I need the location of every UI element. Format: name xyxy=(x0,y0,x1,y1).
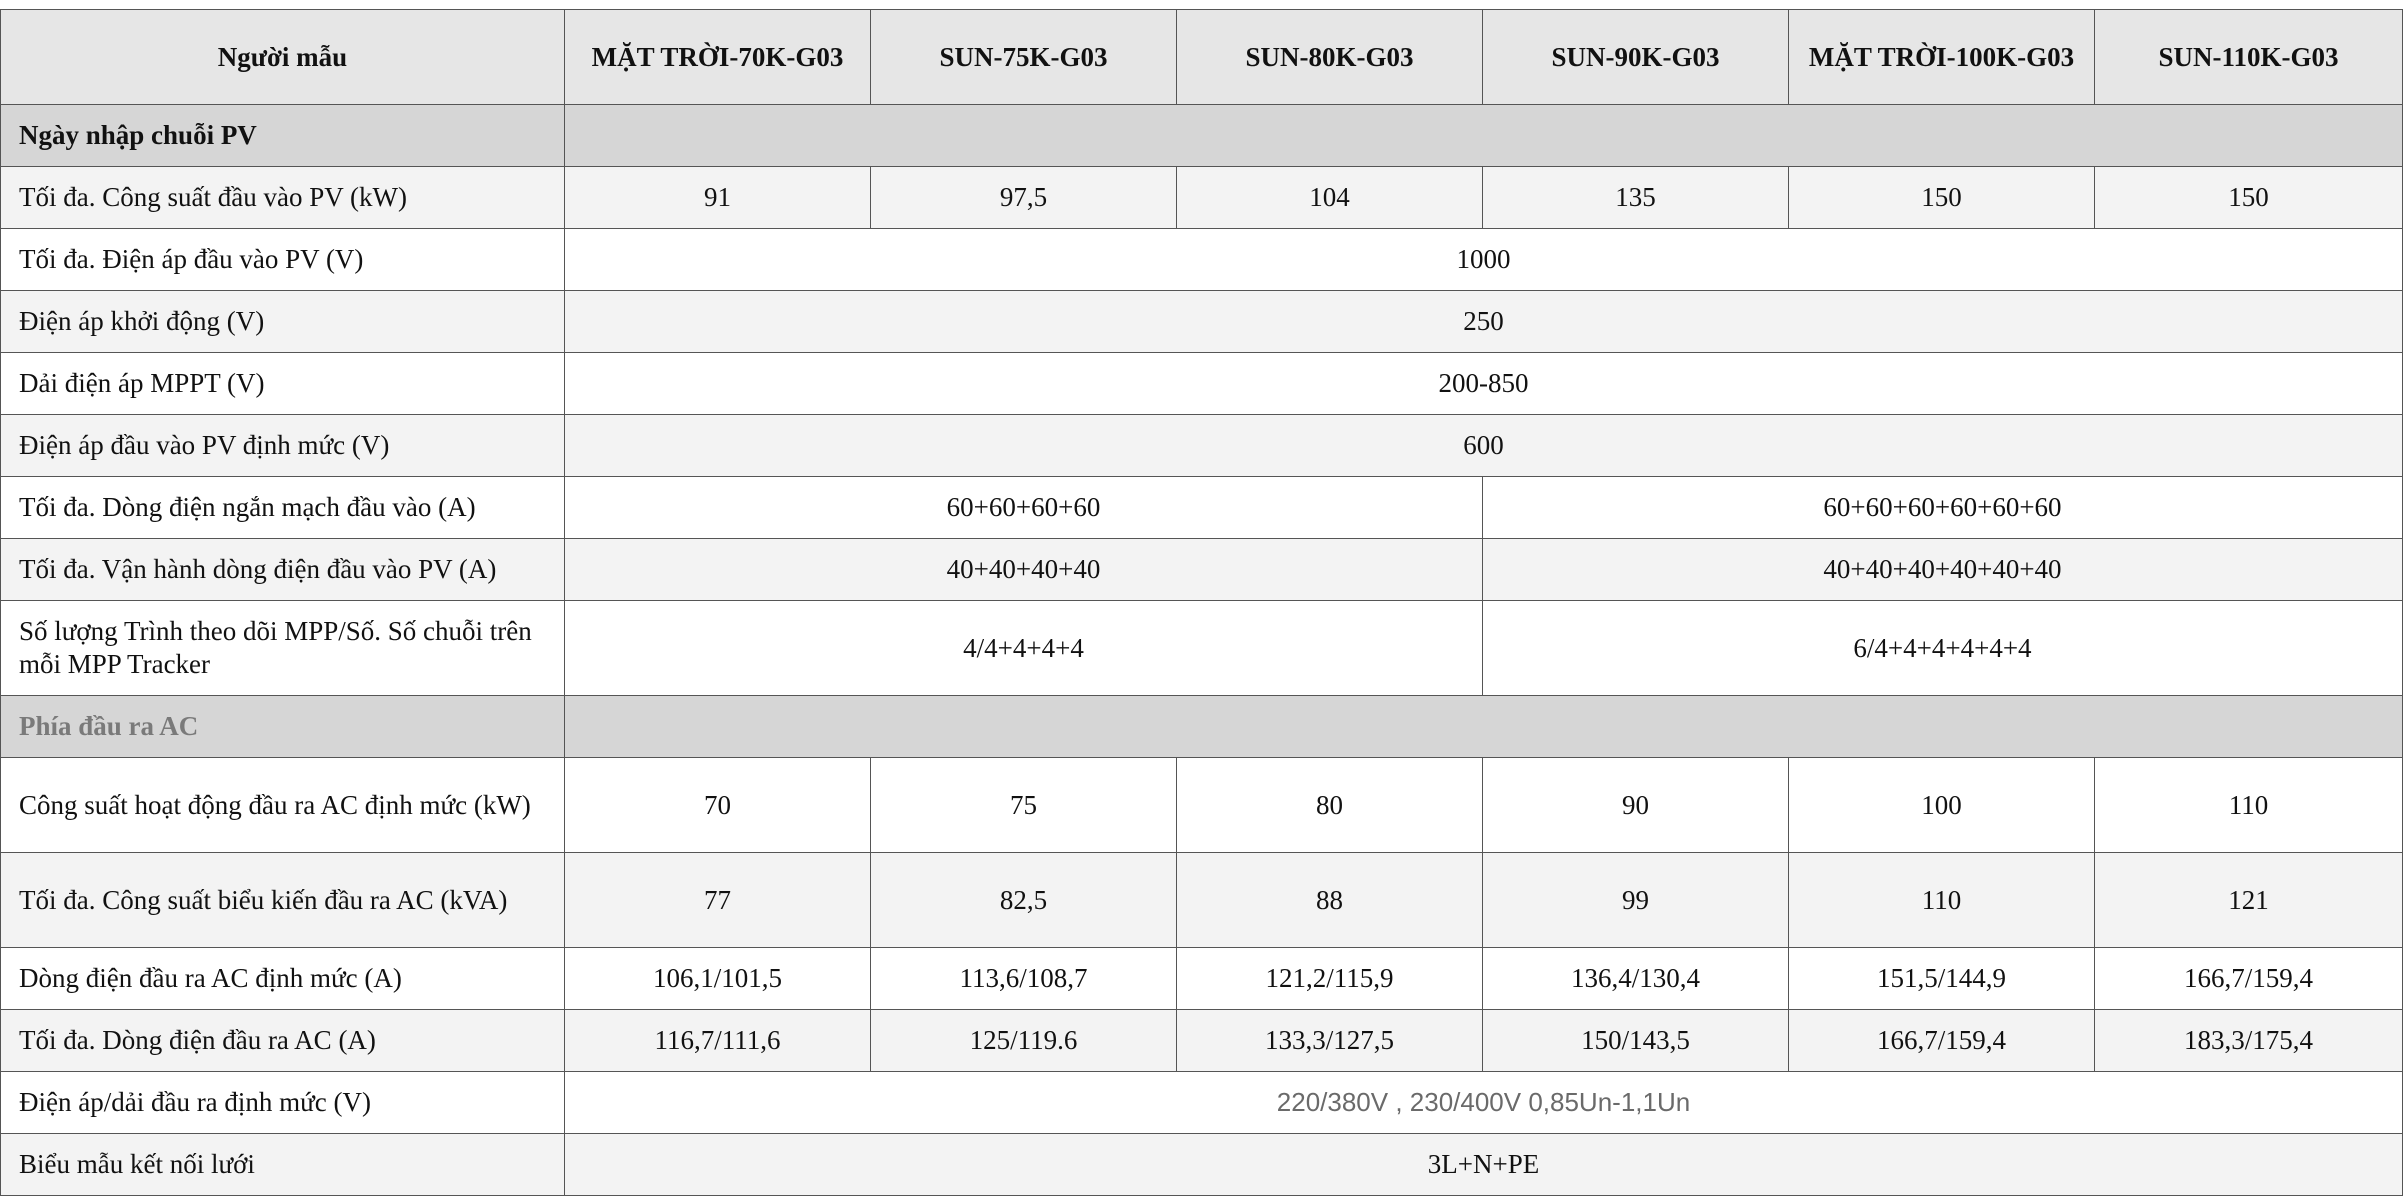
cell-value: 113,6/108,7 xyxy=(871,948,1177,1010)
row-rated-ac-power xyxy=(1,758,2403,853)
section-row-pv xyxy=(1,105,2403,167)
row-max-ac-current xyxy=(1,1010,2403,1072)
cell-value: 75 xyxy=(871,758,1177,853)
row-label: Tối đa. Dòng điện ngắn mạch đầu vào (A) xyxy=(1,477,565,539)
cell-value: 135 xyxy=(1483,167,1789,229)
row-max-pv-voltage xyxy=(1,229,2403,291)
header-row xyxy=(1,10,2403,105)
row-label: Dải điện áp MPPT (V) xyxy=(1,353,565,415)
row-label: Tối đa. Công suất đầu vào PV (kW) xyxy=(1,167,565,229)
row-max-pv-power xyxy=(1,167,2403,229)
cell-value: 70 xyxy=(565,758,871,853)
header-model-80k: SUN-80K-G03 xyxy=(1177,10,1483,105)
cell-value: 90 xyxy=(1483,758,1789,853)
header-model-100k: MẶT TRỜI-100K-G03 xyxy=(1789,10,2095,105)
cell-value: 110 xyxy=(1789,853,2095,948)
cell-value: 97,5 xyxy=(871,167,1177,229)
cell-value: 150 xyxy=(2095,167,2403,229)
row-label: Dòng điện đầu ra AC định mức (A) xyxy=(1,948,565,1010)
cell-value: 125/119.6 xyxy=(871,1010,1177,1072)
cell-value: 100 xyxy=(1789,758,2095,853)
row-max-apparent-power xyxy=(1,853,2403,948)
cell-value: 150 xyxy=(1789,167,2095,229)
cell-value: 40+40+40+40 xyxy=(565,539,1483,601)
cell-value: 104 xyxy=(1177,167,1483,229)
row-rated-ac-current xyxy=(1,948,2403,1010)
row-label: Tối đa. Công suất biểu kiến đầu ra AC (kVA) xyxy=(1,853,565,948)
row-grid-connection xyxy=(1,1134,2403,1196)
cell-value: 600 xyxy=(565,415,2403,477)
section-row-ac xyxy=(1,696,2403,758)
cell-value: 183,3/175,4 xyxy=(2095,1010,2403,1072)
cell-value: 3L+N+PE xyxy=(565,1134,2403,1196)
cell-value: 80 xyxy=(1177,758,1483,853)
cell-value: 6/4+4+4+4+4+4 xyxy=(1483,601,2403,696)
section-pv-fill xyxy=(565,105,2403,167)
header-model-90k: SUN-90K-G03 xyxy=(1483,10,1789,105)
section-ac-title: Phía đầu ra AC xyxy=(1,696,565,758)
cell-value: 88 xyxy=(1177,853,1483,948)
cell-value: 151,5/144,9 xyxy=(1789,948,2095,1010)
row-rated-output-voltage xyxy=(1,1072,2403,1134)
row-max-operating-current xyxy=(1,539,2403,601)
header-model-70k: MẶT TRỜI-70K-G03 xyxy=(565,10,871,105)
header-model: Người mẫu xyxy=(1,10,565,105)
cell-value: 150/143,5 xyxy=(1483,1010,1789,1072)
cell-value: 77 xyxy=(565,853,871,948)
cell-value: 1000 xyxy=(565,229,2403,291)
row-label: Điện áp/dải đầu ra định mức (V) xyxy=(1,1072,565,1134)
row-mpp-trackers xyxy=(1,601,2403,696)
header-model-110k: SUN-110K-G03 xyxy=(2095,10,2403,105)
cell-value: 200-850 xyxy=(565,353,2403,415)
row-label: Điện áp đầu vào PV định mức (V) xyxy=(1,415,565,477)
cell-value: 110 xyxy=(2095,758,2403,853)
cell-value: 116,7/111,6 xyxy=(565,1010,871,1072)
row-label: Tối đa. Dòng điện đầu ra AC (A) xyxy=(1,1010,565,1072)
row-label: Tối đa. Điện áp đầu vào PV (V) xyxy=(1,229,565,291)
cell-value: 60+60+60+60+60+60 xyxy=(1483,477,2403,539)
cell-value: 250 xyxy=(565,291,2403,353)
header-model-75k: SUN-75K-G03 xyxy=(871,10,1177,105)
row-label: Điện áp khởi động (V) xyxy=(1,291,565,353)
cell-value: 166,7/159,4 xyxy=(2095,948,2403,1010)
cell-value: 121,2/115,9 xyxy=(1177,948,1483,1010)
row-rated-pv-voltage xyxy=(1,415,2403,477)
cell-value: 60+60+60+60 xyxy=(565,477,1483,539)
cell-value: 40+40+40+40+40+40 xyxy=(1483,539,2403,601)
section-pv-title: Ngày nhập chuỗi PV xyxy=(1,105,565,167)
row-label: Tối đa. Vận hành dòng điện đầu vào PV (A) xyxy=(1,539,565,601)
row-label: Công suất hoạt động đầu ra AC định mức (kW) xyxy=(1,758,565,853)
cell-value: 91 xyxy=(565,167,871,229)
row-label: Số lượng Trình theo dõi MPP/Số. Số chuỗi trên mỗi MPP Tracker xyxy=(1,601,565,696)
row-start-voltage xyxy=(1,291,2403,353)
cell-value: 166,7/159,4 xyxy=(1789,1010,2095,1072)
cell-value: 220/380V , 230/400V 0,85Un-1,1Un xyxy=(565,1072,2403,1134)
cell-value: 106,1/101,5 xyxy=(565,948,871,1010)
cell-value: 121 xyxy=(2095,853,2403,948)
cell-value: 133,3/127,5 xyxy=(1177,1010,1483,1072)
cell-value: 99 xyxy=(1483,853,1789,948)
row-mppt-range xyxy=(1,353,2403,415)
cell-value: 82,5 xyxy=(871,853,1177,948)
cell-value: 4/4+4+4+4 xyxy=(565,601,1483,696)
spec-table xyxy=(0,9,2403,1196)
row-max-short-circuit xyxy=(1,477,2403,539)
section-ac-fill xyxy=(565,696,2403,758)
row-label: Biểu mẫu kết nối lưới xyxy=(1,1134,565,1196)
cell-value: 136,4/130,4 xyxy=(1483,948,1789,1010)
